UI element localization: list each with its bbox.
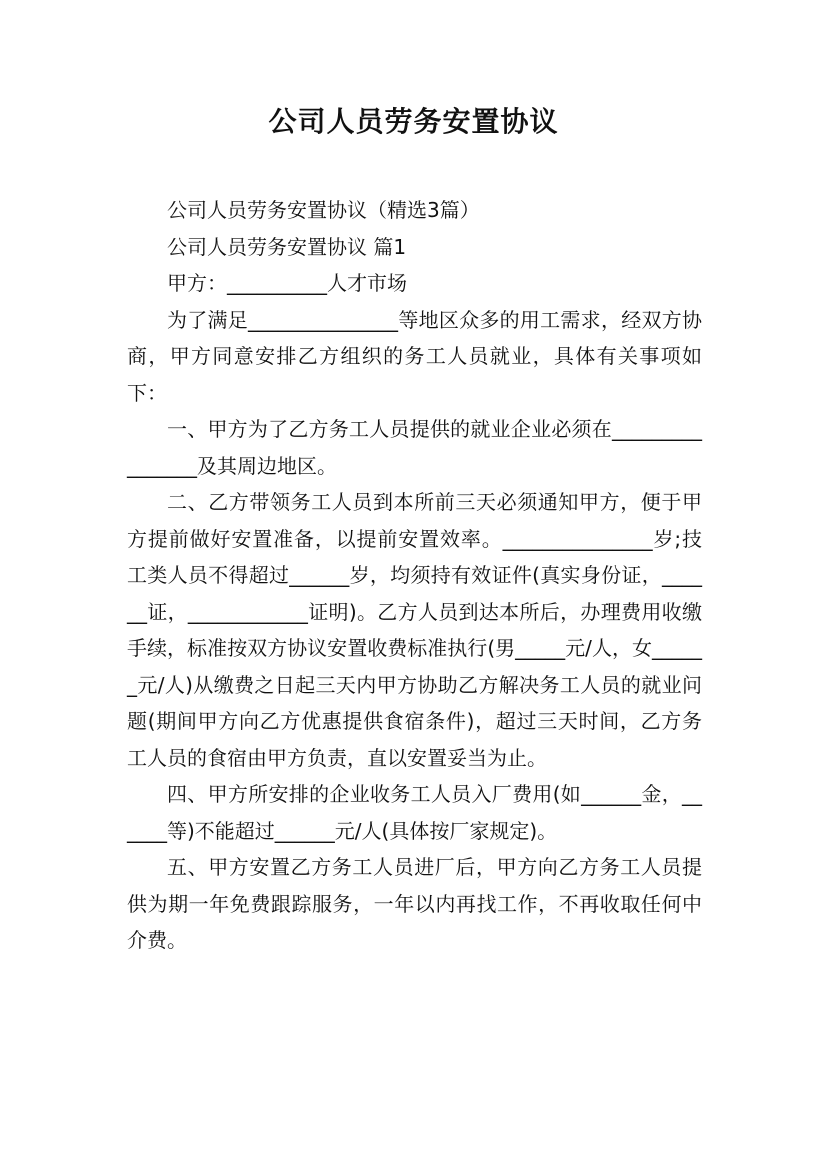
paragraph-clause-4: 四、甲方所安排的企业收务工人员入厂费用(如______金，______等)不能超过______元/人(具体按厂家规定)。: [127, 782, 702, 843]
paragraph-chapter-heading: 公司人员劳务安置协议 篇1: [167, 234, 407, 259]
document-body: [127, 192, 702, 959]
paragraph-clause-5: 五、甲方安置乙方务工人员进厂后，甲方向乙方务工人员提供为期一年免费跟踪服务，一年以内再找工作，不再收取任何中介费。: [127, 855, 702, 952]
paragraph-party-a: 甲方：__________人才市场: [167, 271, 407, 295]
document-title: 公司人员劳务安置协议: [268, 105, 559, 138]
paragraph-clause-2: 二、乙方带领务工人员到本所前三天必须通知甲方，便于甲方提前做好安置准备，以提前安置效率。_______________岁;技工类人员不得超过______岁，均须持有效证件(真实身份证，______证，____________证明)。乙方人员到达本所后，办理费用收缴手续，标准按双方协议安置收费标准执行(男_____元/人，女______元/人)从缴费之日起三天内甲方协助乙方解决务工人员的就业问题(期间甲方向乙方优惠提供食宿条件)，超过三天时间，乙方务工人员的食宿由甲方负责，直以安置妥当为止。: [127, 490, 702, 770]
paragraph-subtitle: 公司人员劳务安置协议（精选3篇）: [167, 198, 480, 222]
paragraph-intro: 为了满足_______________等地区众多的用工需求，经双方协商，甲方同意安排乙方组织的务工人员就业，具体有关事项如下：: [127, 307, 702, 405]
paragraph-clause-1: 一、甲方为了乙方务工人员提供的就业企业必须在________________及其周边地区。: [127, 417, 702, 478]
